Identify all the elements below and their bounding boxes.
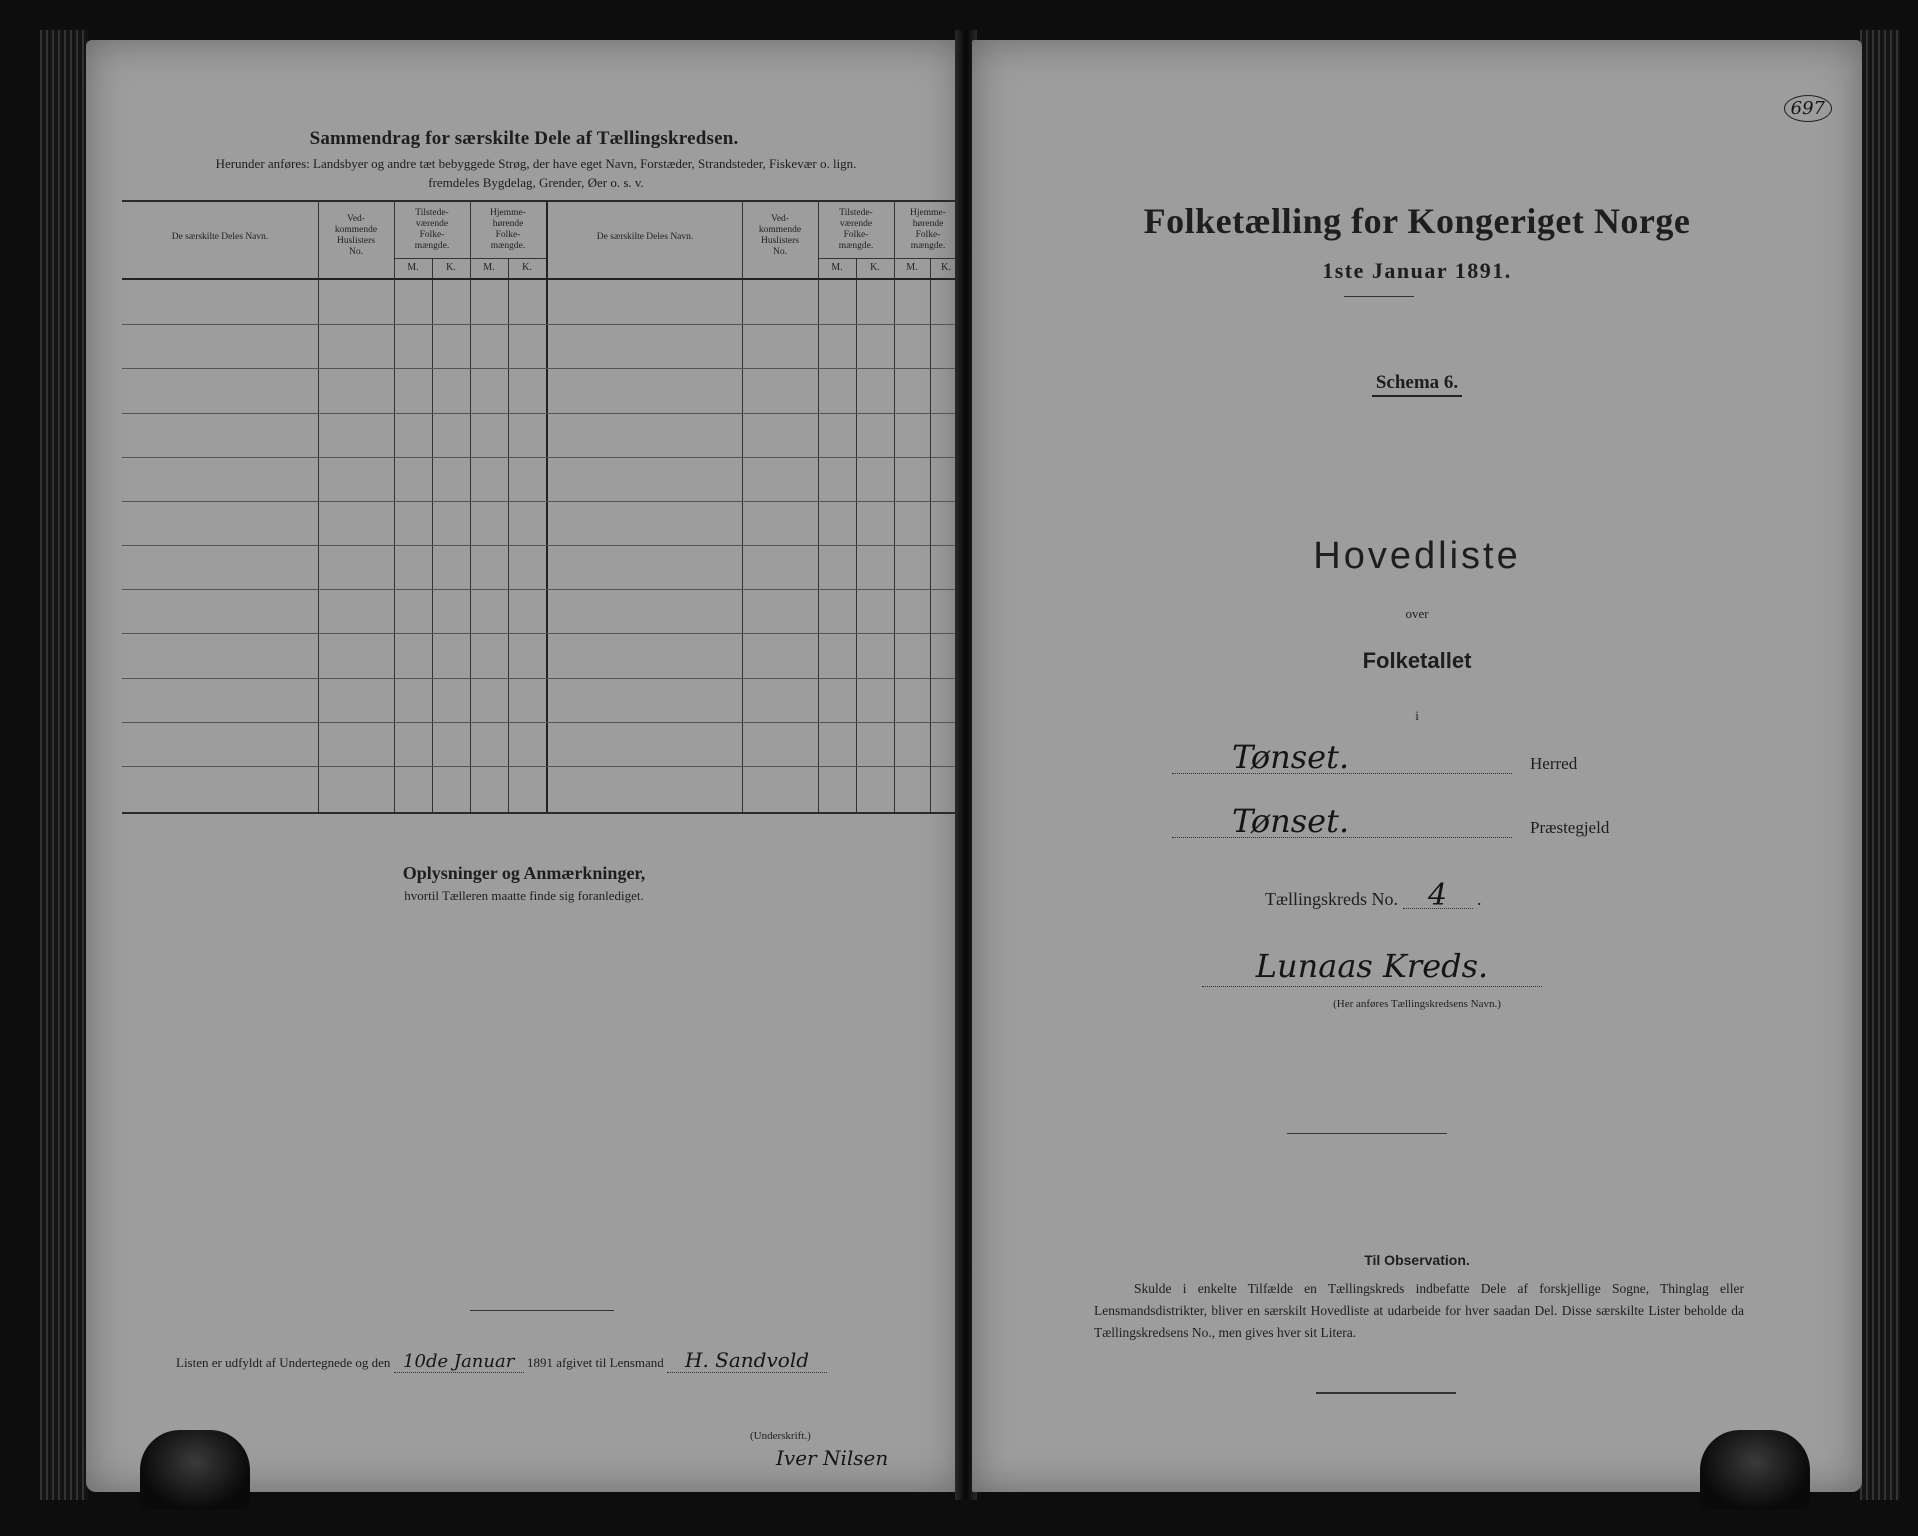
table-row-line	[122, 589, 962, 590]
table-vline	[930, 258, 931, 812]
table-vline	[508, 258, 509, 812]
header-hjemme-2: Hjemme- hørende Folke- mængde.	[910, 208, 946, 251]
left-page	[86, 40, 962, 1492]
kreds-name: Lunaas Kreds.	[1202, 946, 1542, 987]
table-row-line	[122, 722, 962, 723]
herred-label: Herred	[1530, 754, 1578, 773]
table-row-line	[122, 545, 962, 546]
table-vline	[818, 202, 819, 812]
header-k-1a: K.	[446, 262, 456, 273]
table-vline	[318, 202, 319, 812]
herred-row	[1172, 740, 1812, 780]
underskrift-label: (Underskrift.)	[750, 1430, 811, 1442]
table-vline	[394, 202, 395, 812]
listen-year: 1891 afgivet til Lensmand	[526, 1355, 664, 1370]
header-deles-navn-1: De særskilte Deles Navn.	[171, 232, 269, 242]
listen-lensmand: H. Sandvold	[667, 1348, 827, 1373]
table-vline	[894, 202, 895, 812]
summary-subtitle-line2: fremdeles Bygdelag, Grender, Øer o. s. v.	[428, 175, 644, 190]
kreds-row	[1265, 878, 1482, 913]
remarks-title: Oplysninger og Anmærkninger,	[402, 863, 646, 883]
divider-rule	[1287, 1133, 1447, 1134]
summary-subtitle-line1: Herunder anføres: Landsbyer og andre tæt bebyggede Strøg, der have eget Navn, Forstæder, Strandsteder, Fiskevær o. lign.	[215, 156, 857, 171]
header-tilstede-1: Tilstede- værende Folke- mængde.	[414, 208, 450, 251]
header-hjemme-1: Hjemme- hørende Folke- mængde.	[490, 208, 526, 251]
hovedliste-heading: Hovedliste	[1313, 535, 1521, 577]
kreds-label: Tællingskreds No.	[1265, 889, 1398, 909]
schema-text: Schema 6.	[1372, 372, 1462, 397]
table-row-line	[122, 368, 962, 369]
page-edges-right	[1860, 30, 1900, 1500]
header-tilstede-2: Tilstede- værende Folke- mængde.	[838, 208, 874, 251]
summary-title: Sammendrag for særskilte Dele af Tællingskredsen.	[309, 128, 739, 149]
header-huslister-2: Ved- kommende Huslisters No.	[758, 214, 802, 257]
herred-value: Tønset.	[1232, 738, 1350, 776]
page-number: 697	[1784, 95, 1832, 122]
book-clip-left	[140, 1430, 250, 1510]
census-title: Folketælling for Kongeriget Norge	[1143, 201, 1691, 241]
table-row-line	[122, 413, 962, 414]
table-vline	[470, 202, 471, 812]
listen-prefix: Listen er udfyldt af Undertegnede og den	[176, 1355, 391, 1370]
table-vline	[432, 258, 433, 812]
header-m-1b: M.	[483, 262, 495, 273]
table-header-bottom	[122, 278, 962, 280]
schema-label	[972, 372, 1862, 394]
praestegjeld-label: Præstegjeld	[1530, 818, 1610, 837]
table-row-line	[122, 501, 962, 502]
census-date: 1ste Januar 1891.	[1322, 258, 1512, 283]
divider-rule	[1316, 1392, 1456, 1394]
header-m-2a: M.	[831, 262, 843, 273]
right-page	[972, 40, 1862, 1492]
observation-text: Skulde i enkelte Tilfælde en Tællingskreds indbefatte Dele af forskjellige Sogne, Thinglag eller Lensmandsdistrikter, bliver en særskilt Hovedliste at udarbeide for hver saadan Del. Disse særskilte Lister beholde da Tællingskredsens No., men gives hver sit Litera.	[1094, 1281, 1744, 1340]
over-label: over	[1405, 606, 1429, 621]
book-clip-right	[1700, 1430, 1810, 1510]
header-k-2b: K.	[941, 262, 951, 273]
i-label: i	[1415, 708, 1419, 723]
table-vline-divider	[546, 202, 548, 812]
header-k-1b: K.	[522, 262, 532, 273]
observation-title: Til Observation.	[1364, 1252, 1470, 1268]
table-row-line	[122, 633, 962, 634]
header-m-1a: M.	[407, 262, 419, 273]
divider-rule	[470, 1310, 614, 1311]
table-vline	[742, 202, 743, 812]
table-row-line	[122, 766, 962, 767]
header-deles-navn-2: De særskilte Deles Navn.	[596, 232, 694, 242]
header-m-2b: M.	[906, 262, 918, 273]
header-k-2a: K.	[870, 262, 880, 273]
listen-date: 10de Januar	[394, 1351, 524, 1373]
table-row-line	[122, 678, 962, 679]
listen-line	[176, 1348, 827, 1373]
table-row-line	[122, 457, 962, 458]
kreds-number: 4	[1403, 884, 1473, 909]
praestegjeld-value: Tønset.	[1232, 802, 1350, 840]
table-subheader-line	[818, 258, 962, 259]
praestegjeld-row	[1172, 804, 1812, 844]
folketallet-heading: Folketallet	[1362, 648, 1472, 673]
remarks-subtitle: hvortil Tælleren maatte finde sig foranlediget.	[404, 888, 644, 903]
table-subheader-line	[394, 258, 546, 259]
kreds-note: (Her anføres Tællingskredsens Navn.)	[1333, 998, 1501, 1010]
summary-table	[122, 200, 962, 814]
header-huslister-1: Ved- kommende Huslisters No.	[334, 214, 378, 257]
table-row-line	[122, 324, 962, 325]
kreds-period: .	[1477, 889, 1482, 909]
signature: Iver Nilsen	[776, 1446, 889, 1470]
table-vline	[856, 258, 857, 812]
divider-rule	[1344, 296, 1414, 297]
page-edges-left	[40, 30, 88, 1500]
summary-subtitle	[116, 154, 956, 192]
